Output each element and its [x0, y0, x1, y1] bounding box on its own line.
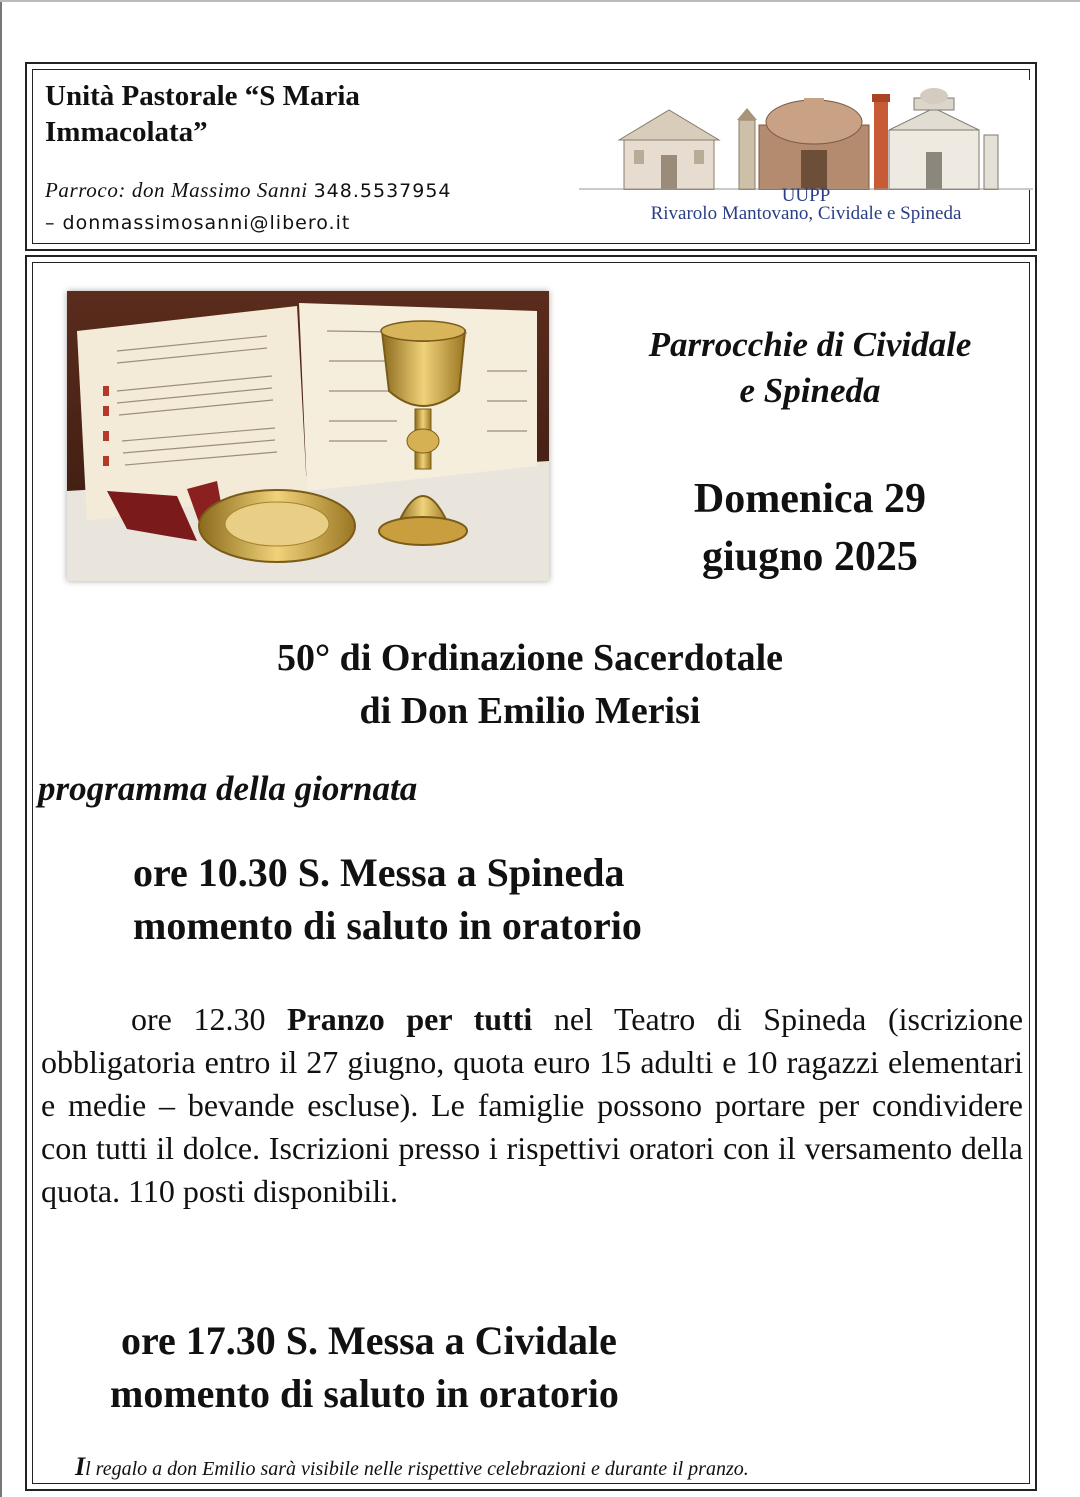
parishes-line2: e Spineda — [739, 371, 881, 410]
program-heading: programma della giornata — [38, 769, 418, 808]
header-inner-border — [32, 69, 1030, 244]
parroco-contact — [45, 175, 585, 239]
missal-chalice-photo — [67, 291, 549, 581]
gift-note-text: l regalo a don Emilio sarà visibile nelle rispettive celebrazioni e durante il pranzo. — [85, 1458, 749, 1480]
anniversary-line1: 50° di Ordinazione Sacerdotale — [276, 637, 783, 679]
unit-title-line1: Unità Pastorale “S Maria — [45, 80, 360, 112]
gift-note-initial: I — [75, 1452, 86, 1481]
page-edge — [0, 0, 2, 1497]
lunch-highlight: Pranzo per tutti — [287, 1001, 533, 1037]
logo-subtitle: Rivarolo Mantovano, Cividale e Spineda — [650, 203, 962, 224]
anniversary-line2: di Don Emilio Merisi — [359, 690, 701, 732]
parroco-label: Parroco: don Massimo Sanni — [45, 178, 308, 202]
churches-illustration-icon — [579, 80, 1033, 190]
uupp-logo — [579, 80, 1033, 223]
parroco-phone[interactable]: 348.5537954 — [313, 180, 452, 202]
lunch-time: ore 12.30 — [131, 1001, 266, 1037]
lunch-details: nel Teatro di Spineda (iscrizione obbligatoria entro il 27 giugno, quota euro 15 adulti e 10 ragazzi elementari e medie – bevande escluse). Le famiglie possono portare per condividere con tutti il dolce. Iscrizioni presso i rispettivi oratori con il versamento della quota. 110 posti disponibili. — [41, 1001, 1024, 1209]
evening-mass-line2: momento di saluto in oratorio — [110, 1371, 619, 1416]
unit-title-line2: Immacolata” — [45, 116, 208, 148]
date-line1: Domenica 29 — [693, 476, 927, 522]
morning-mass-line1: ore 10.30 S. Messa a Spineda — [133, 850, 625, 895]
evening-mass-line1: ore 17.30 S. Messa a Cividale — [121, 1318, 617, 1363]
anniversary-title — [130, 632, 930, 738]
morning-mass-line2: momento di saluto in oratorio — [133, 903, 642, 948]
parroco-email[interactable]: – donmassimosanni@libero.it — [45, 212, 351, 234]
page-edge-top — [0, 0, 1080, 2]
event-date — [590, 470, 1030, 586]
evening-mass — [110, 1314, 910, 1420]
parishes-line1: Parrocchie di Cividale — [648, 325, 972, 364]
header-box — [25, 62, 1037, 251]
date-line2: giugno 2025 — [702, 534, 918, 580]
parishes-title — [590, 322, 1030, 414]
lunch-paragraph — [41, 998, 1023, 1213]
missal-chalice-image-icon — [67, 291, 549, 581]
logo-title: UUPP — [781, 185, 831, 206]
morning-mass — [133, 846, 933, 952]
unit-title — [45, 78, 565, 150]
gift-note — [75, 1454, 1035, 1482]
